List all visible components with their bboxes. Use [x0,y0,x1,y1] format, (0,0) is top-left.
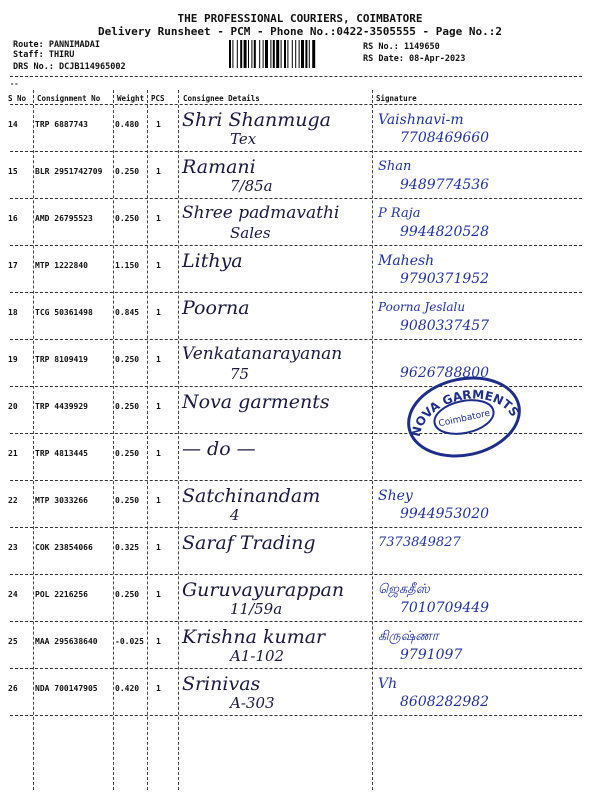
stamp-ring-text: NOVA GARMENTS [408,387,522,438]
row-weight: 0.250 [115,214,140,223]
row-pcs: 1 [156,449,161,458]
rs-date: RS Date: 08-Apr-2023 [363,54,466,64]
row-weight: 0.250 [115,355,140,364]
row-sno: 16 [8,214,18,223]
row-signature-phone: 9791097 [400,647,463,663]
row-consignee-name: Poorna [182,297,250,319]
row-divider [10,198,582,199]
col-divider [147,90,148,790]
row-signature-phone: 7708469660 [400,130,490,146]
column-divider [10,104,582,105]
company-title: THE PROFESSIONAL COURIERS, COIMBATORE [177,12,423,25]
row-divider [10,292,582,293]
row-signature-phone: 9944953020 [400,506,490,522]
row-consignee-name: Lithya [182,250,243,272]
row-signature-name: Mahesh [378,253,435,269]
row-signature-name: Shey [378,488,413,504]
col-signature: Signature [376,94,417,103]
row-consignee-name: Nova garments [182,391,330,413]
row-consignment: BLR 2951742709 [35,167,103,176]
row-consignment: TRP 4813445 [35,449,88,458]
row-consignment: COK 23854066 [35,543,93,552]
row-consignment: MTP 3033266 [35,496,88,505]
row-sno: 18 [8,308,18,317]
col-divider [178,90,179,790]
row-sno: 23 [8,543,18,552]
row-sno: 24 [8,590,18,599]
row-consignee-name: Krishna kumar [182,626,326,648]
row-weight: 0.250 [115,496,140,505]
row-divider [10,621,582,622]
row-weight: 0.325 [115,543,140,552]
row-divider [10,574,582,575]
row-weight: 0.420 [115,684,140,693]
row-consignee-address: A-303 [230,694,275,712]
staff-label: Staff: THIRU [13,50,75,60]
rs-number: RS No.: 1149650 [363,42,440,52]
row-consignee-address: Tex [230,130,257,148]
row-pcs: 1 [156,261,161,270]
row-consignee-name: Shri Shanmuga [182,109,332,131]
col-consignee: Consignee Details [183,94,260,103]
row-consignment: NDA 700147905 [35,684,98,693]
header-divider [10,76,582,77]
row-consignee-address: 4 [230,506,240,524]
drs-number: DRS No.: DCJB114965002 [13,62,126,72]
row-consignee-name: Shree padmavathi [182,203,340,223]
row-signature-name: Vh [378,676,398,692]
row-weight: -0.025 [115,637,144,646]
row-consignee-address: 7/85a [230,177,273,195]
row-consignment: TRP 8109419 [35,355,88,364]
row-consignee-name: — do — [182,438,256,460]
row-pcs: 1 [156,637,161,646]
row-weight: 0.845 [115,308,140,317]
divider-mark: -- [10,80,19,88]
row-signature-phone: 9790371952 [400,271,490,287]
row-consignment: TCG 50361498 [35,308,93,317]
row-divider [10,245,582,246]
row-consignment: MAA 295638640 [35,637,98,646]
row-signature-name: ஜெகதீஸ் [378,582,430,597]
row-signature-phone: 9944820528 [400,224,490,240]
row-signature-name: கிருஷ்ணா [378,629,439,644]
col-divider [113,90,114,790]
row-pcs: 1 [156,120,161,129]
row-divider [10,668,582,669]
row-signature-phone: 8608282982 [400,694,490,710]
row-sno: 17 [8,261,18,270]
row-pcs: 1 [156,590,161,599]
row-consignment: TRP 6887743 [35,120,88,129]
row-consignee-address: A1-102 [230,647,285,665]
row-pcs: 1 [156,308,161,317]
row-pcs: 1 [156,402,161,411]
row-signature-name: 7373849827 [378,535,461,550]
barcode [229,40,357,68]
row-pcs: 1 [156,214,161,223]
row-weight: 0.480 [115,120,140,129]
row-pcs: 1 [156,496,161,505]
row-pcs: 1 [156,543,161,552]
row-weight: 1.150 [115,261,140,270]
col-consignment: Consignment No [37,94,101,103]
row-divider [10,715,582,716]
row-signature-phone: 9489774536 [400,177,490,193]
row-weight: 0.250 [115,167,140,176]
row-consignee-address: 75 [230,365,250,383]
row-consignee-name: Satchinandam [182,485,321,507]
row-divider [10,480,582,481]
row-consignment: MTP 1222840 [35,261,88,270]
row-divider [10,339,582,340]
row-pcs: 1 [156,684,161,693]
row-signature-name: Shan [378,159,412,174]
row-signature-phone: 9080337457 [400,318,490,334]
row-signature-name: Vaishnavi-m [378,112,464,128]
row-sno: 21 [8,449,18,458]
col-pcs: PCS [151,94,165,103]
row-consignment: TRP 4439929 [35,402,88,411]
runsheet-line: Delivery Runsheet - PCM - Phone No.:0422-3505555 - Page No.:2 [98,25,502,38]
row-consignee-address: Sales [230,224,271,242]
col-divider [33,90,34,790]
col-weight: Weight [117,94,145,103]
row-consignee-name: Venkatanarayanan [182,344,343,364]
row-sno: 19 [8,355,18,364]
stamp-center-text: Coimbatore [437,408,492,430]
row-pcs: 1 [156,355,161,364]
row-signature-phone: 7010709449 [400,600,490,616]
row-divider [10,151,582,152]
col-sno: S No [8,94,27,103]
row-consignee-name: Srinivas [182,673,261,695]
row-consignee-name: Guruvayurappan [182,579,345,601]
row-consignment: AMD 26795523 [35,214,93,223]
row-signature-phone: 9626788800 [400,365,490,381]
row-divider [10,527,582,528]
company-stamp [402,372,532,462]
row-consignee-name: Saraf Trading [182,532,316,554]
row-sno: 15 [8,167,18,176]
row-sno: 22 [8,496,18,505]
row-consignment: POL 2216256 [35,590,88,599]
row-weight: 0.250 [115,402,140,411]
row-sno: 14 [8,120,18,129]
row-consignee-address: 11/59a [230,600,283,618]
row-weight: 0.250 [115,449,140,458]
row-signature-name: Poorna Jeslalu [378,300,466,314]
route-label: Route: PANNIMADAI [13,40,100,50]
row-sno: 26 [8,684,18,693]
col-divider [372,90,373,790]
row-consignee-name: Ramani [182,156,256,178]
row-weight: 0.250 [115,590,140,599]
row-sno: 20 [8,402,18,411]
row-signature-name: P Raja [378,206,421,221]
row-pcs: 1 [156,167,161,176]
row-sno: 25 [8,637,18,646]
